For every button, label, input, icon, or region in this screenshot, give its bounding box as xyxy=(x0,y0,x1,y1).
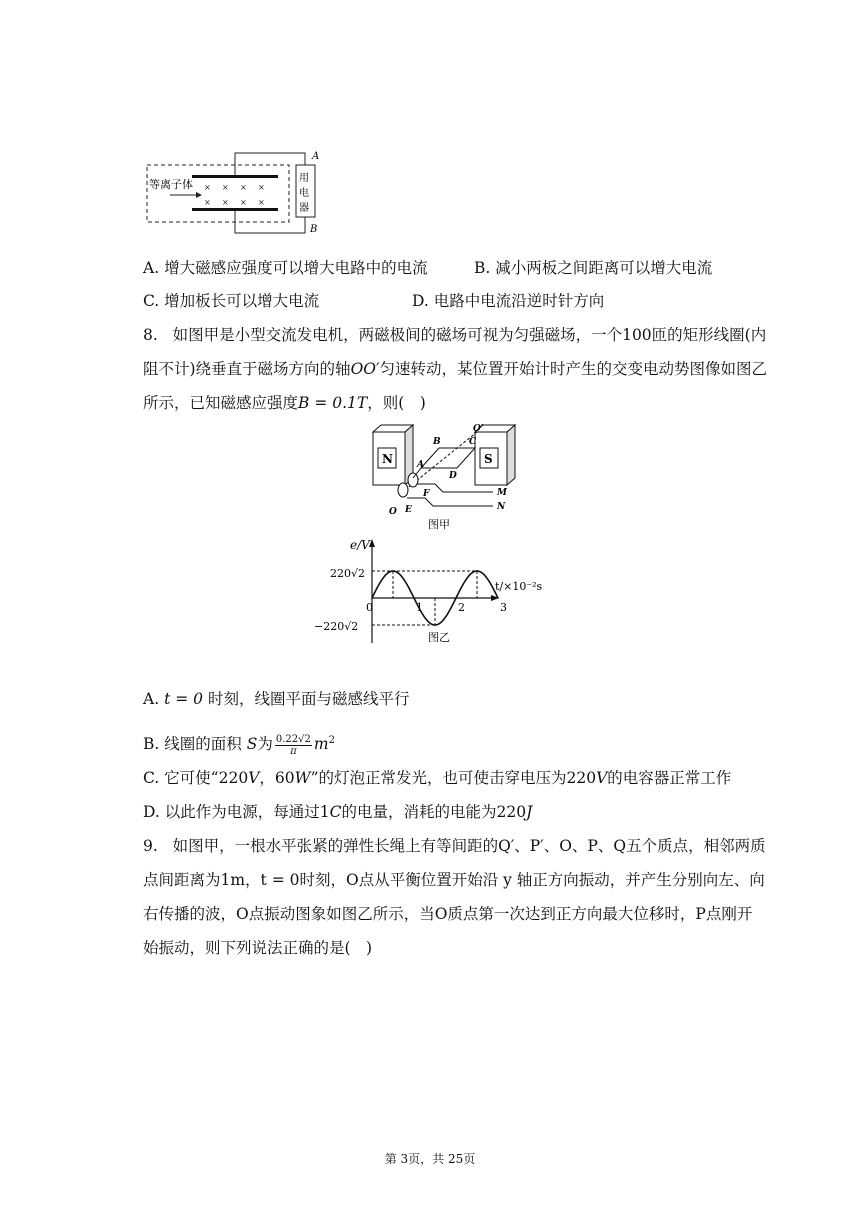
q8-text-2b: 匀速转动，某位置开始计时产生的交变电动势图像如图乙 xyxy=(379,360,768,378)
emf-data-point xyxy=(455,597,457,599)
option-label: A. xyxy=(143,690,160,708)
option-text: 减小两板之间距离可以增大电流 xyxy=(495,259,713,277)
emf-data-point xyxy=(497,597,499,599)
unit-j: J xyxy=(526,803,533,821)
svg-text:×: × xyxy=(222,198,229,207)
plasma-label: 等离子体 xyxy=(149,178,193,191)
field-mark: × xyxy=(204,183,211,192)
option-label: C. xyxy=(143,769,160,787)
option-text-4: 的电容器正常工作 xyxy=(607,769,732,787)
q8-text-1: 如图甲是小型交流发电机，两磁极间的磁场可视为匀强磁场，一个100匝的矩形线圈(内 xyxy=(172,326,767,344)
q7-option-d xyxy=(412,291,604,311)
option-text-2: ，60 xyxy=(259,769,295,787)
q9-line-3 xyxy=(143,904,752,924)
xtick-2: 2 xyxy=(458,601,465,614)
q8-line-3 xyxy=(143,393,426,413)
unit-v: V xyxy=(248,769,260,787)
q8-line-2 xyxy=(143,359,767,379)
q8-text-3b: ，则( ) xyxy=(367,394,426,412)
svg-text:×: × xyxy=(240,198,247,207)
q7-option-c xyxy=(143,291,319,311)
emf-data-point xyxy=(434,624,436,626)
q8-option-d xyxy=(143,802,532,822)
magnet-n-label: N xyxy=(382,452,393,466)
option-text-2: 为 xyxy=(257,735,273,754)
label-o: O xyxy=(389,507,397,517)
option-label: B. xyxy=(143,735,160,754)
xtick-0: 0 xyxy=(366,601,373,614)
area-unit-exponent: 2 xyxy=(328,735,335,746)
device-label-3: 器 xyxy=(299,203,309,214)
svg-text:×: × xyxy=(258,198,265,207)
ytick-positive: 220√2 xyxy=(330,567,366,580)
q8-text-3a: 所示，已知磁感应强度 xyxy=(143,394,299,412)
unit-c: C xyxy=(329,803,342,821)
terminal-b-label: B xyxy=(310,224,318,235)
xtick-1: 1 xyxy=(416,601,423,614)
q7-option-b xyxy=(474,258,712,278)
emf-data-point xyxy=(392,570,394,572)
label-d: D xyxy=(449,471,457,481)
figure-yi-caption: 图乙 xyxy=(428,631,450,644)
option-text-3: ”的灯泡正常发光，也可使击穿电压为220 xyxy=(310,769,597,787)
label-m: M xyxy=(497,488,507,498)
q7-option-a xyxy=(143,258,428,278)
axis-symbol: OO′ xyxy=(350,360,380,378)
label-n-wire: N xyxy=(497,502,506,512)
q8-option-a xyxy=(143,689,409,709)
option-label: D. xyxy=(412,292,429,310)
generator-figure xyxy=(365,420,530,535)
option-equation: t = 0 xyxy=(164,690,203,708)
fraction-denominator: π xyxy=(290,745,297,757)
question-number: 8. xyxy=(143,326,158,344)
q9-line-4 xyxy=(143,938,372,958)
unit-v-2: V xyxy=(596,769,608,787)
chart-xlabel: t/×10⁻²s xyxy=(495,580,543,593)
q8-option-c xyxy=(143,768,731,788)
chart-ylabel: e/V xyxy=(350,538,370,552)
q9-text-4: 始振动，则下列说法正确的是( ) xyxy=(143,939,373,957)
unit-w: W xyxy=(294,769,311,787)
option-text: 增加板长可以增大电流 xyxy=(164,292,320,310)
option-text: 增大磁感应强度可以增大电路中的电流 xyxy=(164,259,428,277)
q9-line-1 xyxy=(143,836,766,856)
option-text: 它可使“220 xyxy=(164,769,249,787)
q8-line-1 xyxy=(143,325,766,345)
option-text: 电路中电流沿逆时针方向 xyxy=(433,292,605,310)
xtick-3: 3 xyxy=(500,601,507,614)
q8-option-b xyxy=(143,728,335,757)
magnet-s-label: S xyxy=(484,452,493,466)
emf-data-point xyxy=(476,570,478,572)
option-label: B. xyxy=(474,259,491,277)
device-label-2: 电 xyxy=(299,188,309,199)
device-label-1: 用 xyxy=(299,173,309,184)
field-equation: B = 0.1T xyxy=(298,394,368,412)
ytick-negative: −220√2 xyxy=(314,620,359,633)
option-text: 时刻，线圈平面与磁感线平行 xyxy=(207,690,410,708)
q9-line-2 xyxy=(143,870,765,890)
q8-text-2a: 阻不计)绕垂直于磁场方向的轴 xyxy=(143,360,351,378)
svg-text:×: × xyxy=(204,198,211,207)
option-label: D. xyxy=(143,803,160,821)
label-b: B xyxy=(433,437,441,447)
q9-text-3: 右传播的波，O点振动图象如图乙所示，当O质点第一次达到正方向最大位移时，P点刚开 xyxy=(143,905,753,923)
plasma-generator-figure xyxy=(140,145,330,240)
q9-text-2: 点间距离为1m，t = 0时刻，O点从平衡位置开始沿 y 轴正方向振动，并产生分别向左、向 xyxy=(143,871,765,889)
option-text-2: 的电量，消耗的电能为220 xyxy=(341,803,527,821)
y-axis-arrow xyxy=(369,539,375,547)
figure-jia-caption: 图甲 xyxy=(428,518,450,531)
emf-data-point xyxy=(413,597,415,599)
option-label: A. xyxy=(143,259,160,277)
fraction-numerator: 0.22√2 xyxy=(275,733,311,745)
area-unit: m xyxy=(313,735,329,754)
svg-text:×: × xyxy=(222,183,229,192)
option-text: 以此作为电源，每通过1 xyxy=(164,803,330,821)
question-number: 9. xyxy=(143,837,158,855)
area-symbol: S xyxy=(246,735,258,754)
page-footer: 第 3页，共 25页 xyxy=(384,1152,476,1166)
option-text: 线圈的面积 xyxy=(164,735,242,754)
svg-text:×: × xyxy=(258,183,265,192)
q9-text-1: 如图甲，一根水平张紧的弹性长绳上有等间距的Q′、P′、O、P、Q五个质点，相邻两质 xyxy=(172,837,766,855)
label-c: C xyxy=(469,437,477,447)
emf-data-point xyxy=(371,597,373,599)
label-e: E xyxy=(405,505,412,515)
emf-chart xyxy=(310,535,560,650)
svg-text:×: × xyxy=(240,183,247,192)
label-o-prime: O′ xyxy=(473,424,484,434)
area-fraction xyxy=(275,734,312,757)
option-label: C. xyxy=(143,292,160,310)
label-f: F xyxy=(423,489,430,499)
terminal-a-label: A xyxy=(312,151,320,162)
label-a: A xyxy=(417,460,424,470)
